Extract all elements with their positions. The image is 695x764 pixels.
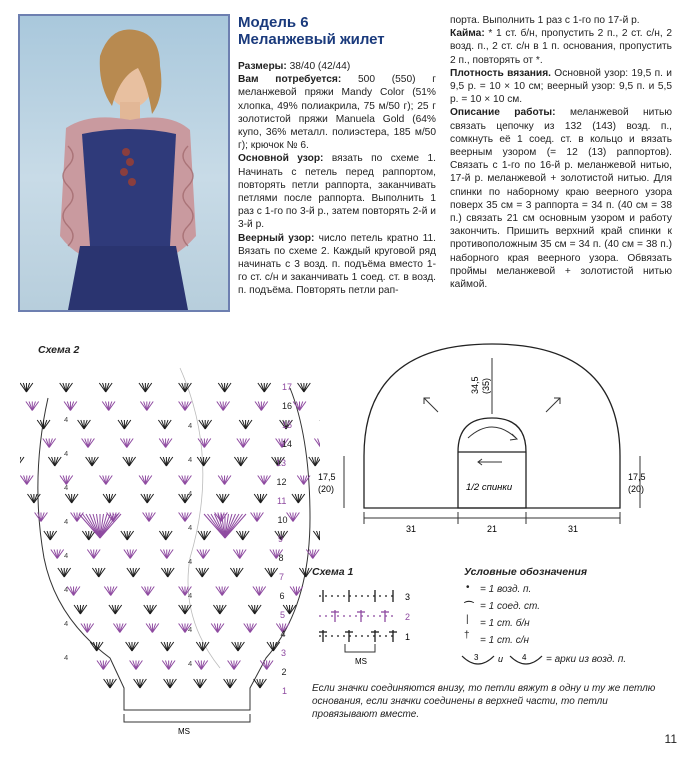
schema2-fan xyxy=(81,624,94,633)
schema2-fan xyxy=(86,457,99,466)
main-pattern-label: Основной узор: xyxy=(238,153,324,165)
schema2-fan xyxy=(139,383,152,392)
schema2-fan xyxy=(216,494,229,503)
legend-title: Условные обозначения xyxy=(464,566,588,578)
schema2-row-number: 7 xyxy=(279,572,285,582)
garment-pattern xyxy=(318,334,646,534)
fan-pattern-label: Веерный узор: xyxy=(238,232,315,244)
page-number: 11 xyxy=(664,732,677,746)
fan-pattern-value: число петель кратно 11. Вязать по схеме 2. Каждый круговой ряд начинать с 3 возд. п. подъёма вместо 1-го ст. с/н и заканчивать 1 соед. ст. в возд. п. подъёма. Повторять петли рап- xyxy=(238,232,436,297)
materials-paragraph xyxy=(238,73,436,152)
schema2-fan xyxy=(287,513,300,522)
height-label: 34,5 xyxy=(470,376,480,394)
schema2-fan xyxy=(198,439,211,448)
schema2-fan xyxy=(309,457,320,466)
schema1-title: Схема 1 xyxy=(312,566,354,578)
schema2-fan xyxy=(44,531,57,540)
schema2-fan xyxy=(104,679,117,688)
schema2-fan xyxy=(130,661,143,670)
density-value: Основной узор: 19,5 п. и 9,5 р. = 10 × 10 см; веерный узор: 9,5 п. и 5,5 р. = 10 × 10 см. xyxy=(450,67,672,106)
schema2-fan xyxy=(230,568,243,577)
schema2-fan xyxy=(74,605,87,614)
schema2-fan xyxy=(228,661,241,670)
schema2-fan xyxy=(161,642,174,651)
materials-label: Вам потребуется: xyxy=(238,74,342,86)
schema2-fan xyxy=(244,624,257,633)
schema2-row-number: 15 xyxy=(282,420,293,430)
schema2-inner-number: 4 xyxy=(64,449,69,458)
text-column-1 xyxy=(238,14,436,298)
model-subtitle: Меланжевый жилет xyxy=(238,31,385,48)
schema2-row-number: 13 xyxy=(276,458,287,468)
schema2-inner-number: 4 xyxy=(64,551,69,560)
left-side-label-alt: (20) xyxy=(318,484,335,494)
schema2-fan xyxy=(197,457,210,466)
schema2-fan xyxy=(194,679,207,688)
schema2-fan xyxy=(232,642,245,651)
schema2-row-number: 8 xyxy=(278,553,284,563)
schema2-fan xyxy=(35,513,48,522)
schema2-fan xyxy=(179,402,192,411)
slip-stitch-icon: ⌒ xyxy=(464,602,474,613)
schema2-fan xyxy=(144,605,157,614)
schema2-row-number: 2 xyxy=(281,667,287,677)
schema1-ms-label: MS xyxy=(355,657,367,666)
schema2-fan xyxy=(87,550,100,559)
schema2-fan xyxy=(211,624,224,633)
schema2-fan xyxy=(237,439,250,448)
schema2-ms-label: MS xyxy=(178,727,190,736)
schema2-fan xyxy=(198,531,211,540)
schema2-fan xyxy=(251,513,264,522)
schema2-fan xyxy=(236,531,249,540)
schema2-fan xyxy=(146,624,159,633)
fan-pattern-paragraph xyxy=(238,232,436,298)
schema2-title: Схема 2 xyxy=(38,344,80,356)
schema2-fan xyxy=(97,661,110,670)
density-paragraph xyxy=(450,67,672,107)
schema2-fan xyxy=(218,476,231,485)
schema2-fan xyxy=(60,383,73,392)
schema2-row-number: 3 xyxy=(281,648,287,658)
schema2-fan xyxy=(254,679,267,688)
back-half-outline xyxy=(458,418,526,508)
model-photo-illustration xyxy=(20,16,228,310)
schema2-inner-number: 4 xyxy=(188,523,193,532)
schema2-fan xyxy=(160,550,173,559)
description-paragraph xyxy=(450,106,672,291)
schema2-fan xyxy=(179,513,192,522)
schema2-fan xyxy=(109,605,122,614)
schema2-fan xyxy=(20,457,24,466)
legend-item-arches: = арки из возд. п. xyxy=(546,654,627,665)
schema2-fan xyxy=(298,383,311,392)
schema2-row-number: 11 xyxy=(277,496,287,506)
schema2-ms-bracket xyxy=(124,714,250,722)
schema1-ms-bracket xyxy=(345,644,375,652)
schema2-inner-number: 4 xyxy=(188,455,193,464)
right-side-label: 17,5 xyxy=(628,472,646,482)
double-crochet-icon: † xyxy=(464,630,470,641)
schema2-inner-number: 4 xyxy=(64,653,69,662)
schema2-fan xyxy=(224,679,237,688)
schema2-fan xyxy=(253,587,266,596)
schema2-fan xyxy=(120,439,133,448)
schema2-fan xyxy=(126,642,139,651)
schema2-fan xyxy=(43,439,56,448)
schema2-fan xyxy=(99,476,112,485)
legend-item-chain: = 1 возд. п. xyxy=(480,584,532,595)
schema2-fan xyxy=(248,605,261,614)
schema2-fan xyxy=(159,531,172,540)
schema2-fan xyxy=(313,531,320,540)
arch-4-label: 4 xyxy=(522,653,527,662)
schema2-inner-number: 4 xyxy=(188,557,193,566)
schema2-fan xyxy=(233,550,246,559)
schema2-row-number: 9 xyxy=(278,534,284,544)
schema2-fan xyxy=(199,420,212,429)
schema2-fan xyxy=(255,402,268,411)
schema2-inner-number: 4 xyxy=(188,659,193,668)
edge-paragraph xyxy=(450,27,672,67)
schema2-fan xyxy=(141,587,154,596)
sizes-label: Размеры: xyxy=(238,61,287,72)
schema2-inner-number: 4 xyxy=(64,619,69,628)
arrow-right xyxy=(546,398,560,412)
schema2-fan xyxy=(78,420,91,429)
schema2-fan xyxy=(218,383,231,392)
schema1-row-1: 1 xyxy=(405,632,411,642)
arches-and: и xyxy=(498,654,504,664)
main-pattern-paragraph xyxy=(238,152,436,231)
single-crochet-icon: | xyxy=(466,614,469,625)
schema2-fan xyxy=(164,679,177,688)
schema2-fan xyxy=(134,679,147,688)
schema2-fan xyxy=(104,587,117,596)
schema2-inner-number: 4 xyxy=(188,421,193,430)
schema2-fan xyxy=(239,420,252,429)
schema2-fan xyxy=(161,568,174,577)
schema2-fan xyxy=(82,439,95,448)
edge-value: * 1 ст. б/н, пропустить 2 п., 2 ст. с/н, 2 возд. п., 2 ст. с/н в 1 п. основания, пропустить 2 п., повторять от *. xyxy=(450,28,672,66)
schema2-fan xyxy=(82,531,95,540)
schema2-inner-number: 4 xyxy=(64,483,69,492)
schema2-fan xyxy=(234,457,247,466)
schema2-row-number: 1 xyxy=(282,686,288,696)
materials-value: 500 (550) г меланжевой пряжи Mandy Color (51% хлопка, 49% полиакрила, 75 м/50 г); 25 г золотистой пряжи Manuela Gold (64% купо, 36% металл. полиэстера, 185 м/50 г); крючок № 6. xyxy=(238,74,436,152)
schema2-fan xyxy=(254,494,267,503)
schema2-fan xyxy=(139,476,152,485)
schema2-inner-number: 4 xyxy=(64,415,69,424)
legend-item-sc: = 1 ст. б/н xyxy=(480,618,530,629)
density-label: Плотность вязания. xyxy=(450,67,551,79)
schema2-diagram xyxy=(20,358,320,738)
schema2-fan xyxy=(26,402,39,411)
schema2-inner-number: 4 xyxy=(188,591,193,600)
schema2-row-number: 16 xyxy=(282,401,293,411)
description-value: меланжевой нитью связать цепочку из 132 (143) возд. п., сомкнуть её 1 соед. ст. в кольцо и вязать веерным узором (= 12 (13) раппортов). Связать с 1-го по 16-й р. меланжевой нитью, 17-й р. меланжевой + золотистой нитью. Для спинки по наборному краю веерного узора поверх 35 см = 3 раппорта = 34 п. (40 см = 38 п.) связать 21 см основным узором и работу закончить. Пришить верхний край спинки к противоположным 35 см = 34 п. (40 см = 38 п.) наборного края веерного узора. Обвязать проймы меланжевой + золотистой нитью каймой. xyxy=(450,107,672,291)
schema2-fan xyxy=(179,605,192,614)
left-side-label: 17,5 xyxy=(318,472,336,482)
schema2-fan xyxy=(140,402,153,411)
schema2-fan xyxy=(299,568,312,577)
arrow-left xyxy=(424,398,438,412)
footnote: Если значки соединяются внизу, то петли вяжут в одну и ту же петлю основания, если значки соединены в верхней части, то петли провязывают вместе. xyxy=(312,683,656,720)
schema2-fan xyxy=(258,383,271,392)
schema1-row-3: 3 xyxy=(405,592,411,602)
sizes-paragraph xyxy=(238,60,436,73)
legend-item-slip: = 1 соед. ст. xyxy=(480,601,541,612)
schema2-fan xyxy=(64,402,77,411)
schema2-fan xyxy=(58,568,71,577)
schema2-row-number: 6 xyxy=(279,591,285,601)
edge-label: Кайма: xyxy=(450,28,485,40)
main-pattern-value: вязать по схеме 1. Начинать с петель перед раппортом, повторять петли раппорта, заканчивать петлями после раппорта. Выполнить 1 раз с 1-го по 3-й р., затем повторять 2-й и 3-й р. xyxy=(238,153,436,231)
schema2-fan xyxy=(113,624,126,633)
schema2-fan xyxy=(159,439,172,448)
schema2-fan xyxy=(197,550,210,559)
sizes-value: 38/40 (42/44) xyxy=(286,61,351,72)
schema2-row-number: 12 xyxy=(276,477,287,487)
arch-3-label: 3 xyxy=(474,653,479,662)
schema2-row-number: 5 xyxy=(280,610,286,620)
schema2-inner-number: 4 xyxy=(188,625,193,634)
seg-right-label: 31 xyxy=(568,524,579,534)
schema2-fan xyxy=(179,476,192,485)
schema2-fan xyxy=(103,494,116,503)
seg-left-label: 31 xyxy=(406,524,417,534)
schema2-row-number: 4 xyxy=(280,629,286,639)
back-arc-arrow xyxy=(468,427,516,438)
schema2-fan xyxy=(160,457,173,466)
schema2-fan xyxy=(37,420,50,429)
chain-icon: • xyxy=(466,582,470,593)
schema2-fan xyxy=(20,383,33,392)
schema2-row-number: 17 xyxy=(282,382,293,392)
description-label: Описание работы: xyxy=(450,107,556,119)
schema2-fan xyxy=(162,661,175,670)
back-arc-arrowhead xyxy=(510,434,517,440)
schema2-fan xyxy=(67,587,80,596)
model-title: Модель 6 xyxy=(238,14,309,31)
schema2-inner-number: 4 xyxy=(64,585,69,594)
back-half-label: 1/2 спинки xyxy=(466,482,513,493)
seg-mid-label: 21 xyxy=(487,524,498,534)
schema2-fan xyxy=(179,383,192,392)
schema2-fan xyxy=(65,494,78,503)
schema2-fan xyxy=(217,402,230,411)
schema2-fan xyxy=(123,457,136,466)
schema2-fan xyxy=(102,402,115,411)
model-photo xyxy=(18,14,230,312)
schema2-fan xyxy=(118,420,131,429)
schema2-fan xyxy=(127,568,140,577)
schema2-fan xyxy=(216,587,229,596)
schema2-inner-number: 4 xyxy=(64,517,69,526)
schema2-fan xyxy=(292,494,305,503)
schema2-row-number: 14 xyxy=(282,439,293,449)
height-label-alt: (35) xyxy=(481,377,491,394)
schema2-fan xyxy=(141,494,154,503)
schema1-row-2: 2 xyxy=(405,612,411,622)
schema2-fan xyxy=(143,513,156,522)
schema2-fan xyxy=(121,531,134,540)
schema2-fan xyxy=(314,439,320,448)
schema2-fan xyxy=(99,383,112,392)
continuation-text: порта. Выполнить 1 раз с 1-го по 17-й р. xyxy=(450,15,640,26)
schema2-fan xyxy=(158,420,171,429)
schema2-fan xyxy=(92,568,105,577)
schema2-fan xyxy=(265,568,278,577)
text-column-2 xyxy=(450,14,672,291)
schema2-fan xyxy=(48,457,61,466)
schema2-fan xyxy=(124,550,137,559)
schema2-fan xyxy=(258,476,271,485)
right-side-label-alt: (20) xyxy=(628,484,645,494)
schema2-fan xyxy=(213,605,226,614)
schema2-inner-number: 4 xyxy=(188,489,193,498)
schema2-fan xyxy=(195,661,208,670)
legend-item-dc: = 1 ст. с/н xyxy=(480,635,530,646)
schema1-diagram xyxy=(305,582,425,672)
schema2-fan xyxy=(196,568,209,577)
schema2-fan xyxy=(51,550,64,559)
schema2-row-number: 10 xyxy=(277,515,288,525)
schema2-fan xyxy=(20,476,33,485)
schema2-large-fan xyxy=(204,514,246,538)
